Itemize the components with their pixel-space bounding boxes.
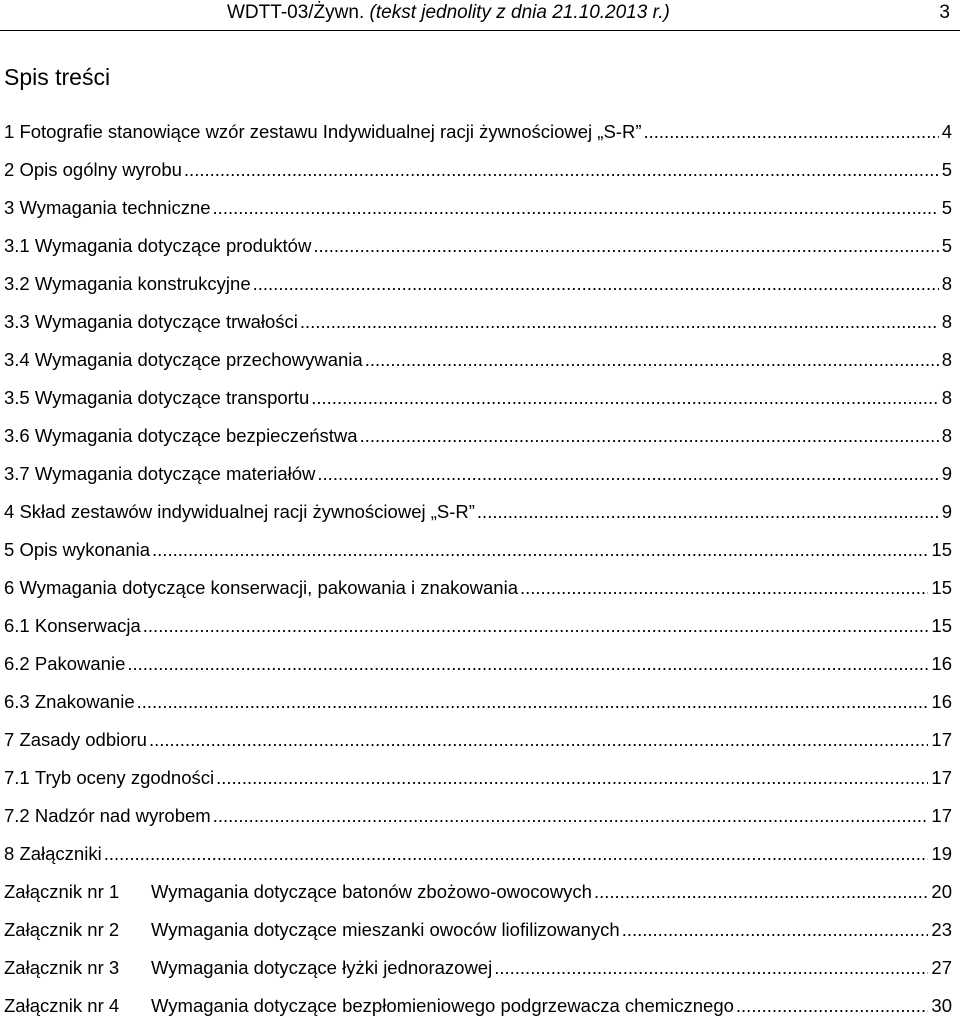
toc-entry-page: 23 [931,919,952,940]
document-id: WDTT-03/Żywn. [227,2,365,23]
toc-entry-label [4,539,150,561]
toc-entry-label [4,919,620,941]
toc-entry-title: Skład zestawów indywidualnej racji żywnościowej „S-R” [19,501,475,522]
toc-entry-page: 5 [941,235,952,256]
toc-entry-title: Wymagania dotyczące materiałów [34,463,316,484]
toc-dot-leader [622,919,929,941]
toc-entry-title: Tryb oceny zgodności [34,767,215,788]
toc-entry-title: Nadzór nad wyrobem [34,805,211,826]
toc-entry-page: 19 [931,843,952,864]
toc-entry-page: 15 [931,577,952,598]
toc-entry[interactable] [4,189,952,227]
toc-entry-page: 16 [931,653,952,674]
toc-entry-number: Załącznik nr 4 [4,995,120,1016]
toc-entry-title: Wymagania dotyczące trwałości [34,311,298,332]
toc-entry-page: 15 [931,615,952,636]
toc-entry[interactable] [4,227,952,265]
toc-entry[interactable] [4,455,952,493]
toc-entry-title: Zasady odbioru [19,729,147,750]
toc-entry-title: Wymagania dotyczące transportu [34,387,310,408]
toc-entry[interactable] [4,797,952,835]
toc-entry-label [4,577,518,599]
toc-entry-label [4,235,311,257]
toc-dot-leader [311,387,938,409]
toc-entry-page: 27 [931,957,952,978]
header-title [227,2,670,24]
toc-entry-page: 16 [931,691,952,712]
toc-entry-label [4,767,214,789]
toc-dot-leader [104,843,929,865]
toc-entry-label [4,805,211,827]
toc-entry-label [4,501,475,523]
toc-entry-page: 4 [941,121,952,142]
toc-entry[interactable] [4,607,952,645]
toc-entry-number: 6 [4,577,15,598]
toc-entry-page: 17 [931,767,952,788]
toc-entry[interactable] [4,911,952,949]
toc-entry-page: 9 [941,501,952,522]
toc-entry[interactable] [4,303,952,341]
toc-entry[interactable] [4,683,952,721]
toc-entry[interactable] [4,987,952,1025]
toc-dot-leader [137,691,929,713]
toc-entry-page: 8 [941,349,952,370]
toc-entry-page: 30 [931,995,952,1016]
toc-dot-leader [213,805,929,827]
toc-entry-page: 5 [941,159,952,180]
toc-dot-leader [317,463,938,485]
toc-entry-label [4,653,125,675]
toc-entry-number: 6.1 [4,615,30,636]
toc-entry-label [4,387,309,409]
toc-entry-label [4,463,315,485]
toc-entry-title: Wymagania dotyczące produktów [34,235,312,256]
toc-entry[interactable] [4,873,952,911]
toc-entry-title: Opis wykonania [19,539,151,560]
toc-dot-leader [143,615,929,637]
toc-entry-number: 2 [4,159,15,180]
toc-entry[interactable] [4,113,952,151]
toc-entry-page: 17 [931,729,952,750]
toc-entry-number: Załącznik nr 3 [4,957,120,978]
toc-entry-label [4,197,211,219]
toc-entry-title: Pakowanie [34,653,126,674]
toc-entry-number: 3.2 [4,273,30,294]
toc-entry[interactable] [4,341,952,379]
toc-entry-page: 9 [941,463,952,484]
toc-entry-page: 15 [931,539,952,560]
toc-entry-number: 3.7 [4,463,30,484]
toc-entry-title: Wymagania konstrukcyjne [34,273,251,294]
toc-entry-label [4,957,492,979]
page-header [0,0,960,31]
toc-entry-page: 8 [941,425,952,446]
toc-entry-number: 1 [4,121,15,142]
toc-entry-label [4,121,642,143]
toc-entry-title: Wymagania dotyczące łyżki jednorazowej [151,957,493,978]
toc-dot-leader [644,121,939,143]
toc-entry-title: Fotografie stanowiące wzór zestawu Indywidualnej racji żywnościowej „S-R” [19,121,642,142]
toc-dot-leader [594,881,928,903]
toc-dot-leader [736,995,929,1017]
toc-entry[interactable] [4,493,952,531]
toc-entry[interactable] [4,531,952,569]
toc-entry-number: 3.4 [4,349,30,370]
toc-entry-number: Załącznik nr 1 [4,881,120,902]
toc-entry-label [4,273,251,295]
toc-entry-page: 8 [941,387,952,408]
toc-dot-leader [216,767,928,789]
toc-dot-leader [149,729,928,751]
toc-dot-leader [520,577,928,599]
toc-entry-number: Załącznik nr 2 [4,919,120,940]
toc-entry-number: 3.5 [4,387,30,408]
toc-entry-page: 5 [941,197,952,218]
toc-entry[interactable] [4,645,952,683]
toc-entry-label [4,615,141,637]
toc-entry-label [4,729,147,751]
toc-entry[interactable] [4,949,952,987]
toc-dot-leader [360,425,939,447]
toc-entry-number: 6.3 [4,691,30,712]
toc-entry-title: Wymagania techniczne [19,197,211,218]
toc-entry-page: 8 [941,273,952,294]
toc-entry-label [4,349,363,371]
toc-entry-number: 3.6 [4,425,30,446]
toc-entry-label [4,425,358,447]
toc-entry-title: Wymagania dotyczące mieszanki owoców liofilizowanych [151,919,620,940]
toc-dot-leader [213,197,939,219]
toc-entry-label [4,311,298,333]
toc-entry[interactable] [4,379,952,417]
toc-entry-number: 8 [4,843,15,864]
toc-entry[interactable] [4,759,952,797]
toc-dot-leader [313,235,938,257]
toc-entry-label [4,995,734,1017]
toc-entry[interactable] [4,835,952,873]
toc-heading: Spis treści [4,64,111,90]
toc-entry-label [4,881,592,903]
toc-entry-title: Opis ogólny wyrobu [19,159,182,180]
toc-entry-number: 5 [4,539,15,560]
toc-dot-leader [152,539,928,561]
toc-entry[interactable] [4,151,952,189]
toc-dot-leader [300,311,939,333]
toc-entry[interactable] [4,265,952,303]
toc-entry-page: 20 [931,881,952,902]
table-of-contents [4,113,952,1025]
toc-entry-number: 3 [4,197,15,218]
toc-dot-leader [365,349,939,371]
toc-entry-number: 7.2 [4,805,30,826]
toc-entry-number: 3.1 [4,235,30,256]
toc-entry-number: 4 [4,501,15,522]
toc-entry-title: Konserwacja [34,615,141,636]
toc-dot-leader [127,653,928,675]
toc-dot-leader [184,159,939,181]
toc-entry-label [4,691,135,713]
toc-entry[interactable] [4,569,952,607]
toc-entry-number: 3.3 [4,311,30,332]
toc-dot-leader [253,273,939,295]
page-number: 3 [939,2,950,23]
toc-dot-leader [477,501,939,523]
toc-entry-number: 6.2 [4,653,30,674]
toc-entry[interactable] [4,721,952,759]
document-edition: (tekst jednolity z dnia 21.10.2013 r.) [369,2,670,23]
toc-entry-title: Wymagania dotyczące bezpłomieniowego podgrzewacza chemicznego [151,995,734,1016]
toc-entry-number: 7 [4,729,15,750]
toc-entry-title: Wymagania dotyczące konserwacji, pakowania i znakowania [19,577,518,598]
toc-entry-title: Znakowanie [34,691,135,712]
toc-entry-page: 8 [941,311,952,332]
toc-entry-label [4,843,102,865]
toc-entry-label [4,159,182,181]
toc-entry-title: Wymagania dotyczące batonów zbożowo-owocowych [151,881,592,902]
toc-entry-title: Wymagania dotyczące bezpieczeństwa [34,425,358,446]
toc-dot-leader [494,957,928,979]
toc-entry[interactable] [4,417,952,455]
toc-entry-number: 7.1 [4,767,30,788]
toc-entry-title: Wymagania dotyczące przechowywania [34,349,363,370]
toc-entry-page: 17 [931,805,952,826]
toc-entry-title: Załączniki [19,843,102,864]
